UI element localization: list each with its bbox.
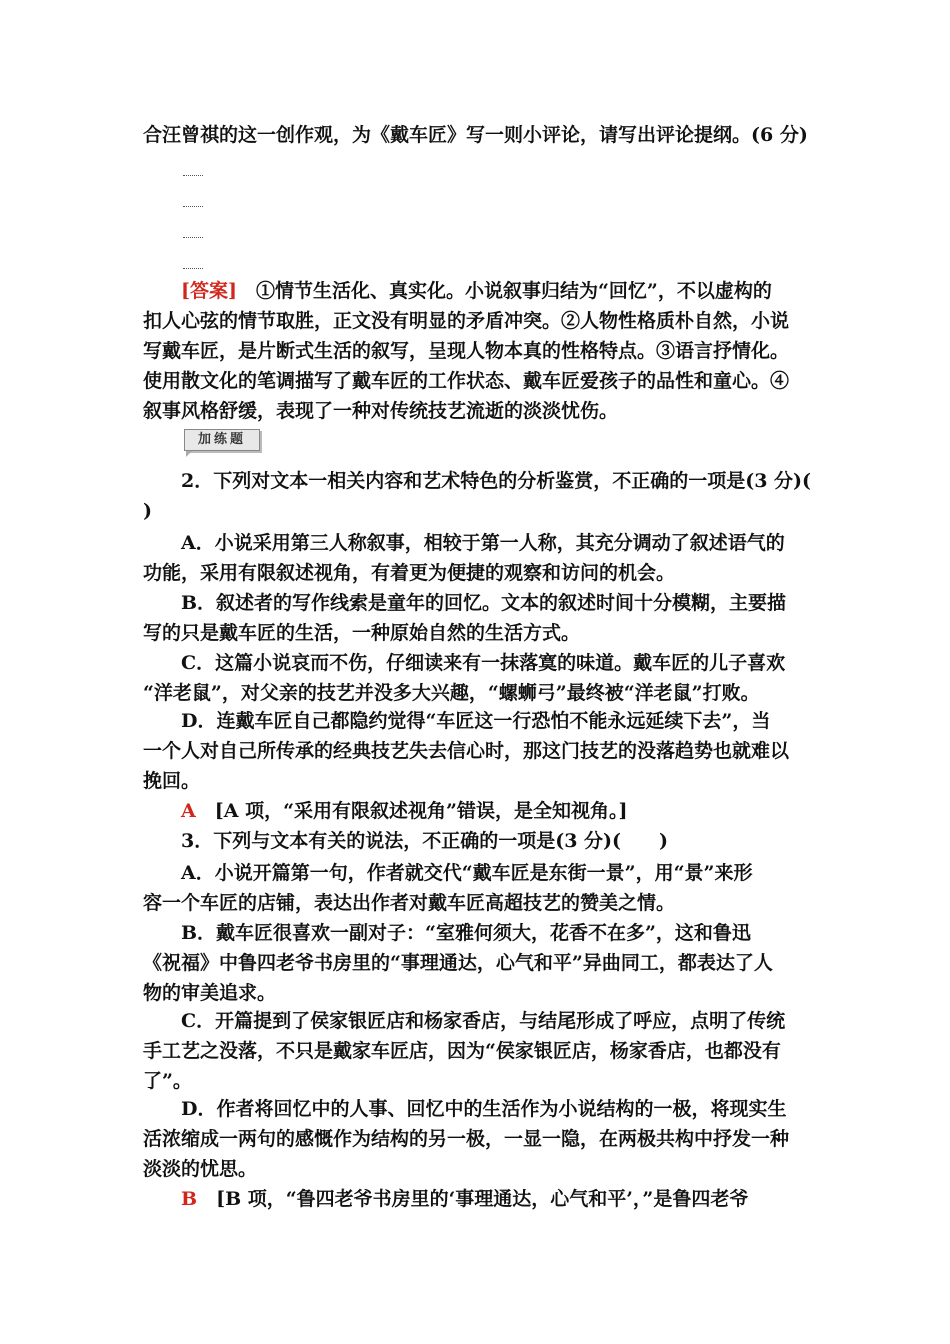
question-continuation: 合汪曾祺的这一创作观，为《戴车匠》写一则小评论，请写出评论提纲。(6 分) <box>143 124 808 146</box>
q2-option-d-cont: 挽回。 <box>143 770 201 792</box>
answer-label: [答案] <box>181 280 237 302</box>
section-tag: 加练题 <box>184 429 260 451</box>
q3-option-a-cont: 容一个车匠的店铺，表达出作者对戴车匠高超技艺的赞美之情。 <box>143 892 676 914</box>
q3-answer-letter: B <box>181 1188 198 1210</box>
q3-explanation: [B 项，“鲁四老爷书房里的‘事理通达，心气和平’，”是鲁四老爷 <box>216 1188 749 1210</box>
q3-option-c-cont: 了”。 <box>143 1070 192 1092</box>
q3-option-b-cont: 《祝福》中鲁四老爷书房里的“事理通达，心气和平”异曲同工，都表达了人 <box>143 952 773 974</box>
q3-option-c: C．开篇提到了侯家银匠店和杨家香店，与结尾形成了呼应，点明了传统 <box>181 1010 786 1032</box>
q2-option-d: D．连戴车匠自己都隐约觉得“车匠这一行恐怕不能永远延续下去”，当 <box>181 710 771 732</box>
q3-option-a: A．小说开篇第一句，作者就交代“戴车匠是东街一景”，用“景”来形 <box>181 862 753 884</box>
q2-explanation: [A 项，“采用有限叙述视角”错误，是全知视角。] <box>214 800 628 822</box>
answer-line: 使用散文化的笔调描写了戴车匠的工作状态、戴车匠爱孩子的品性和童心。④ <box>143 370 790 392</box>
q2-option-b: B．叙述者的写作线索是童年的回忆。文本的叙述时间十分模糊，主要描 <box>181 592 787 614</box>
q2-answer-letter: A <box>181 800 196 822</box>
answer-blank-line <box>183 237 203 238</box>
answer-blank-line <box>183 175 203 176</box>
q3-answer <box>181 1184 809 1214</box>
q2-option-a: A．小说采用第三人称叙事，相较于第一人称，其充分调动了叙述语气的 <box>181 532 785 554</box>
answer-line: 叙事风格舒缓，表现了一种对传统技艺流逝的淡淡忧伤。 <box>143 400 619 422</box>
answer-line: 写戴车匠，是片断式生活的叙写，呈现人物本真的性格特点。③语言抒情化。 <box>143 340 790 362</box>
q2-stem-tail: ) <box>143 500 152 522</box>
q3-option-c-cont: 手工艺之没落，不只是戴家车匠店，因为“侯家银匠店，杨家香店，也都没有 <box>143 1040 781 1062</box>
q3-option-d: D．作者将回忆中的人事、回忆中的生活作为小说结构的一极，将现实生 <box>181 1098 787 1120</box>
q2-option-a-cont: 功能，采用有限叙述视角，有着更为便捷的观察和访问的机会。 <box>143 562 676 584</box>
q2-answer <box>181 796 809 826</box>
q3-stem: 3．下列与文本有关的说法，不正确的一项是(3 分)( ) <box>181 830 669 852</box>
answer-first-line: [答案] ①情节生活化、真实化。小说叙事归结为“回忆”，不以虚构的 <box>181 280 772 302</box>
q2-option-b-cont: 写的只是戴车匠的生活，一种原始自然的生活方式。 <box>143 622 581 644</box>
section-tag-tail <box>186 451 192 457</box>
q3-option-b-cont: 物的审美追求。 <box>143 982 277 1004</box>
answer-blank-line <box>183 268 203 269</box>
answer-blank-line <box>183 206 203 207</box>
q3-option-b: B．戴车匠很喜欢一副对子：“室雅何须大，花香不在多”，这和鲁迅 <box>181 922 751 944</box>
q2-option-c: C．这篇小说哀而不伤，仔细读来有一抹落寞的味道。戴车匠的儿子喜欢 <box>181 652 786 674</box>
q3-option-d-cont: 淡淡的忧思。 <box>143 1158 258 1180</box>
q2-option-c-cont: “洋老鼠”，对父亲的技艺并没多大兴趣，“螺蛳弓”最终被“洋老鼠”打败。 <box>143 682 760 704</box>
q2-option-d-cont: 一个人对自己所传承的经典技艺失去信心时，那这门技艺的没落趋势也就难以 <box>143 740 790 762</box>
q2-stem: 2．下列对文本一相关内容和艺术特色的分析鉴赏，不正确的一项是(3 分)( <box>181 470 812 492</box>
q3-option-d-cont: 活浓缩成一两句的感慨作为结构的另一极，一显一隐，在两极共构中抒发一种 <box>143 1128 790 1150</box>
answer-line: 扣人心弦的情节取胜，正文没有明显的矛盾冲突。②人物性格质朴自然，小说 <box>143 310 790 332</box>
